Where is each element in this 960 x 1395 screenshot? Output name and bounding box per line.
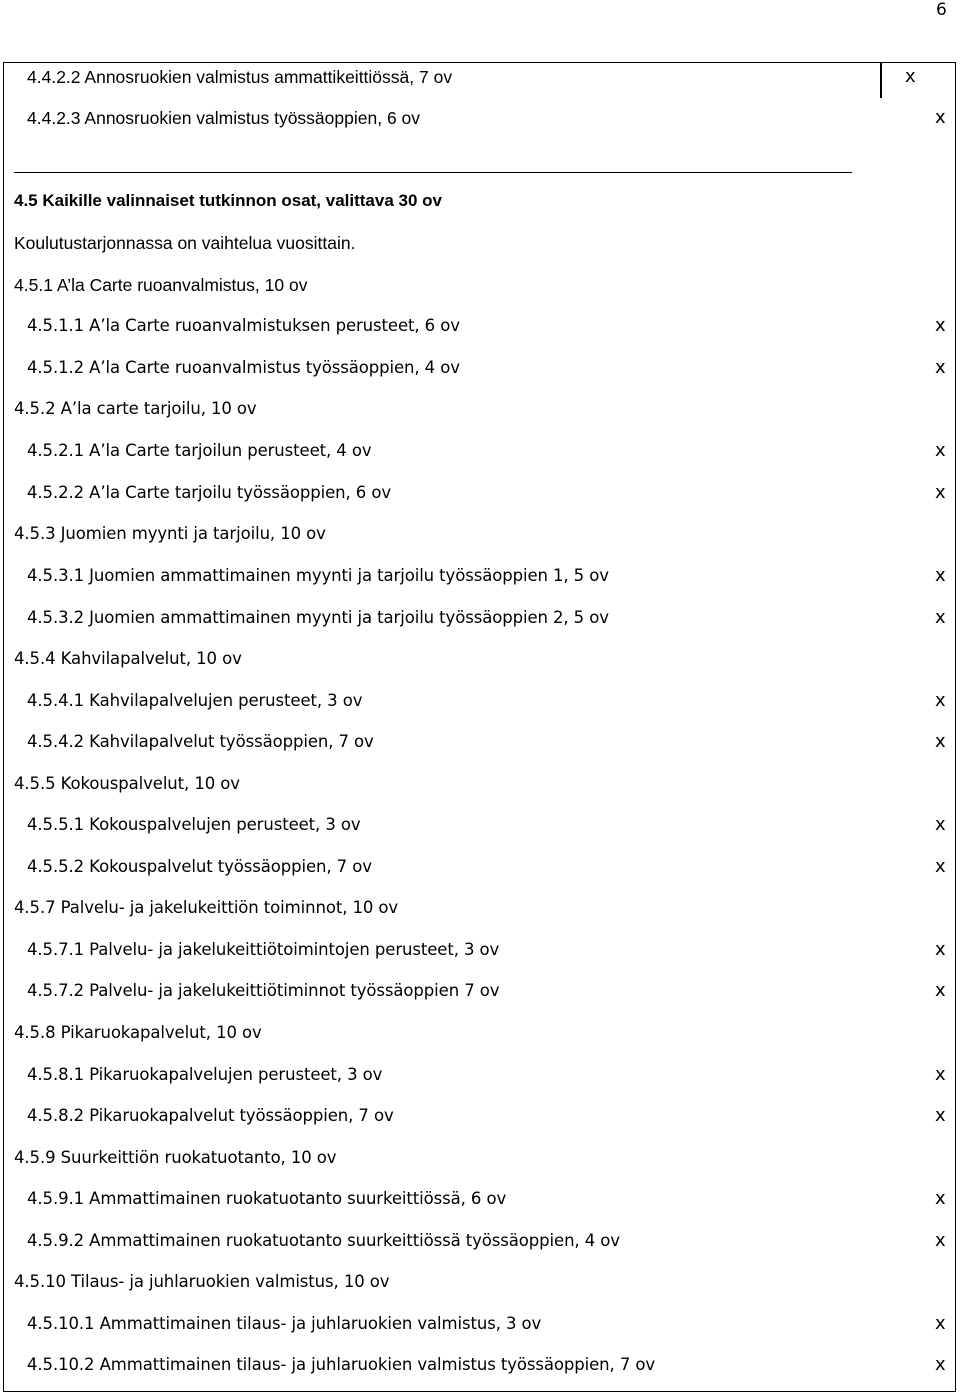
- list-item: [0, 478, 960, 508]
- selection-mark: x: [935, 1188, 946, 1209]
- course-label: 4.5.3.2 Juomien ammattimainen myynti ja tarjoilu työssäoppien 2, 5 ov: [27, 608, 609, 627]
- list-item: [0, 353, 960, 383]
- course-label: 4.5.3 Juomien myynti ja tarjoilu, 10 ov: [14, 524, 326, 543]
- list-item: [0, 644, 960, 674]
- list-item: [0, 436, 960, 466]
- selection-mark: x: [935, 814, 946, 835]
- selection-mark: x: [935, 565, 946, 586]
- course-label: 4.5.10.1 Ammattimainen tilaus- ja juhlaruokien valmistus, 3 ov: [27, 1314, 542, 1333]
- list-item: [0, 1060, 960, 1090]
- list-item: [0, 1143, 960, 1173]
- course-label: 4.5.10.2 Ammattimainen tilaus- ja juhlaruokien valmistus työssäoppien, 7 ov: [27, 1355, 656, 1374]
- course-label: 4.5.8.2 Pikaruokapalvelut työssäoppien, 7 ov: [27, 1106, 394, 1125]
- selection-mark: x: [935, 607, 946, 628]
- list-item: [0, 186, 960, 216]
- course-label: 4.5.7.2 Palvelu- ja jakelukeittiötiminnot työssäoppien 7 ov: [27, 981, 500, 1000]
- course-label: 4.5.5 Kokouspalvelut, 10 ov: [14, 774, 240, 793]
- list-item: [0, 561, 960, 591]
- list-item: [0, 603, 960, 633]
- selection-mark: x: [935, 482, 946, 503]
- selection-mark: x: [935, 690, 946, 711]
- course-label: 4.5.9 Suurkeittiön ruokatuotanto, 10 ov: [14, 1148, 337, 1167]
- course-label: 4.5 Kaikille valinnaiset tutkinnon osat, valittava 30 ov: [14, 191, 442, 210]
- list-item: [0, 103, 960, 133]
- selection-mark: x: [905, 66, 916, 87]
- selection-mark: x: [935, 1105, 946, 1126]
- course-label: 4.5.2.1 A’la Carte tarjoilun perusteet, 4 ov: [27, 441, 372, 460]
- course-label: 4.5.8 Pikaruokapalvelut, 10 ov: [14, 1023, 262, 1042]
- course-label: 4.5.9.1 Ammattimainen ruokatuotanto suurkeittiössä, 6 ov: [27, 1189, 507, 1208]
- list-item: [0, 62, 960, 92]
- list-item: [0, 311, 960, 341]
- list-item: [0, 1101, 960, 1131]
- course-label: 4.5.4.1 Kahvilapalvelujen perusteet, 3 ov: [27, 691, 363, 710]
- list-item: [0, 935, 960, 965]
- page-number: 6: [936, 0, 947, 20]
- course-label: 4.5.4.2 Kahvilapalvelut työssäoppien, 7 ov: [27, 732, 374, 751]
- selection-mark: x: [935, 731, 946, 752]
- course-label: 4.5.5.1 Kokouspalvelujen perusteet, 3 ov: [27, 815, 361, 834]
- list-item: [0, 893, 960, 923]
- list-item: [0, 852, 960, 882]
- selection-mark: x: [935, 107, 946, 128]
- selection-mark: x: [935, 357, 946, 378]
- list-item: [0, 394, 960, 424]
- list-item: [0, 1184, 960, 1214]
- list-item: [0, 810, 960, 840]
- course-label: 4.4.2.2 Annosruokien valmistus ammattikeittiössä, 7 ov: [27, 67, 453, 87]
- selection-mark: x: [935, 440, 946, 461]
- course-label: 4.4.2.3 Annosruokien valmistus työssäoppien, 6 ov: [27, 108, 421, 128]
- list-item: [0, 1226, 960, 1256]
- list-item: [0, 769, 960, 799]
- course-label: 4.5.3.1 Juomien ammattimainen myynti ja tarjoilu työssäoppien 1, 5 ov: [27, 566, 609, 585]
- list-item: [0, 1309, 960, 1339]
- course-label: 4.5.2.2 A’la Carte tarjoilu työssäoppien, 6 ov: [27, 483, 391, 502]
- course-label: 4.5.8.1 Pikaruokapalvelujen perusteet, 3 ov: [27, 1065, 383, 1084]
- selection-mark: x: [935, 980, 946, 1001]
- course-label: 4.5.2 A’la carte tarjoilu, 10 ov: [14, 399, 257, 418]
- selection-mark: x: [935, 1230, 946, 1251]
- list-item: [0, 686, 960, 716]
- selection-mark: x: [935, 315, 946, 336]
- list-item: [0, 976, 960, 1006]
- course-label: 4.5.9.2 Ammattimainen ruokatuotanto suurkeittiössä työssäoppien, 4 ov: [27, 1231, 620, 1250]
- course-label: 4.5.1.1 A’la Carte ruoanvalmistuksen perusteet, 6 ov: [27, 316, 460, 335]
- course-label: 4.5.4 Kahvilapalvelut, 10 ov: [14, 649, 242, 668]
- selection-mark: x: [935, 1064, 946, 1085]
- list-item: [0, 1267, 960, 1297]
- selection-mark: x: [935, 1313, 946, 1334]
- list-item: [0, 519, 960, 549]
- course-label: Koulutustarjonnassa on vaihtelua vuosittain.: [14, 233, 356, 253]
- course-label: 4.5.7.1 Palvelu- ja jakelukeittiötoimintojen perusteet, 3 ov: [27, 940, 500, 959]
- selection-mark: x: [935, 939, 946, 960]
- list-item: [0, 1350, 960, 1380]
- list-item: [0, 270, 960, 300]
- selection-mark: x: [935, 856, 946, 877]
- course-label: 4.5.10 Tilaus- ja juhlaruokien valmistus, 10 ov: [14, 1272, 390, 1291]
- course-label: 4.5.5.2 Kokouspalvelut työssäoppien, 7 ov: [27, 857, 372, 876]
- list-item: [0, 228, 960, 258]
- course-label: 4.5.1 A’la Carte ruoanvalmistus, 10 ov: [14, 275, 308, 295]
- course-label: 4.5.7 Palvelu- ja jakelukeittiön toiminnot, 10 ov: [14, 898, 399, 917]
- section-separator-line: [14, 172, 852, 173]
- course-label: 4.5.1.2 A’la Carte ruoanvalmistus työssäoppien, 4 ov: [27, 358, 460, 377]
- list-item: [0, 1018, 960, 1048]
- list-item: [0, 727, 960, 757]
- selection-mark: x: [935, 1354, 946, 1375]
